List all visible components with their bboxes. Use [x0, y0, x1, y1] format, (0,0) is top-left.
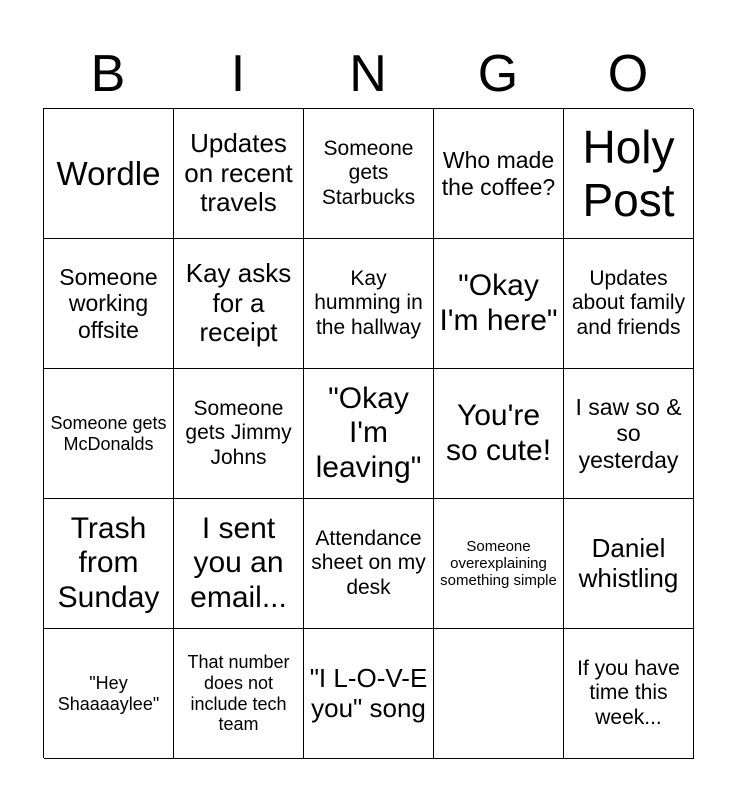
cell-text: Attendance sheet on my desk	[311, 527, 426, 599]
bingo-board	[43, 108, 693, 758]
bingo-cell[interactable]	[44, 629, 174, 759]
cell-text: You're so cute!	[445, 399, 552, 467]
bingo-cell[interactable]	[564, 499, 694, 629]
cell-text: "Okay I'm here"	[439, 269, 558, 337]
bingo-cell[interactable]	[434, 499, 564, 629]
bingo-cell[interactable]	[174, 239, 304, 369]
cell-text: Who made the coffee?	[441, 147, 556, 200]
cell-text: If you have time this week...	[577, 657, 680, 729]
cell-text: Someone working offsite	[59, 263, 158, 343]
cell-text: Someone gets Starbucks	[321, 137, 416, 209]
bingo-cell[interactable]	[44, 109, 174, 239]
cell-text: I sent you an email...	[190, 511, 287, 614]
cell-text: Trash from Sunday	[57, 511, 160, 614]
cell-text: I saw so & so yesterday	[575, 393, 682, 473]
cell-text: "I L-O-V-E you" song	[309, 662, 428, 723]
bingo-cell[interactable]	[174, 629, 304, 759]
bingo-cell[interactable]	[174, 499, 304, 629]
header-letter-g: G	[477, 45, 519, 103]
bingo-cell[interactable]	[564, 239, 694, 369]
cell-text: Someone overexplaining something simple	[440, 537, 557, 590]
bingo-cell[interactable]	[304, 499, 434, 629]
bingo-cell[interactable]	[304, 239, 434, 369]
cell-text: Kay humming in the hallway	[314, 267, 423, 339]
bingo-cell[interactable]	[434, 629, 564, 759]
bingo-header	[43, 40, 693, 108]
bingo-cell[interactable]	[304, 629, 434, 759]
cell-text: Someone gets McDonalds	[50, 412, 167, 454]
bingo-cell[interactable]	[44, 369, 174, 499]
bingo-cell[interactable]	[434, 109, 564, 239]
cell-text: Holy Post	[582, 120, 675, 226]
bingo-cell[interactable]	[44, 239, 174, 369]
header-letter-b: B	[90, 45, 126, 103]
header-letter-i: I	[230, 45, 246, 103]
cell-text: That number does not include tech team	[187, 652, 290, 735]
cell-text: "Okay I'm leaving"	[315, 381, 422, 484]
cell-text: Someone gets Jimmy Johns	[185, 397, 292, 469]
bingo-cell[interactable]	[564, 109, 694, 239]
bingo-cell[interactable]	[434, 239, 564, 369]
bingo-cell[interactable]	[44, 499, 174, 629]
bingo-cell[interactable]	[564, 629, 694, 759]
cell-text: Wordle	[56, 154, 161, 192]
bingo-cell[interactable]	[304, 369, 434, 499]
bingo-cell[interactable]	[174, 369, 304, 499]
cell-text: Updates on recent travels	[184, 127, 293, 218]
header-letter-o: O	[607, 45, 649, 103]
bingo-cell[interactable]	[174, 109, 304, 239]
bingo-cell[interactable]	[434, 369, 564, 499]
header-letter-n: N	[349, 45, 387, 103]
cell-text: Updates about family and friends	[571, 267, 686, 339]
cell-text: "Hey Shaaaaylee"	[57, 672, 160, 714]
cell-text: Kay asks for a receipt	[185, 257, 292, 348]
cell-text: Daniel whistling	[578, 532, 679, 593]
bingo-cell[interactable]	[304, 109, 434, 239]
bingo-cell[interactable]	[564, 369, 694, 499]
